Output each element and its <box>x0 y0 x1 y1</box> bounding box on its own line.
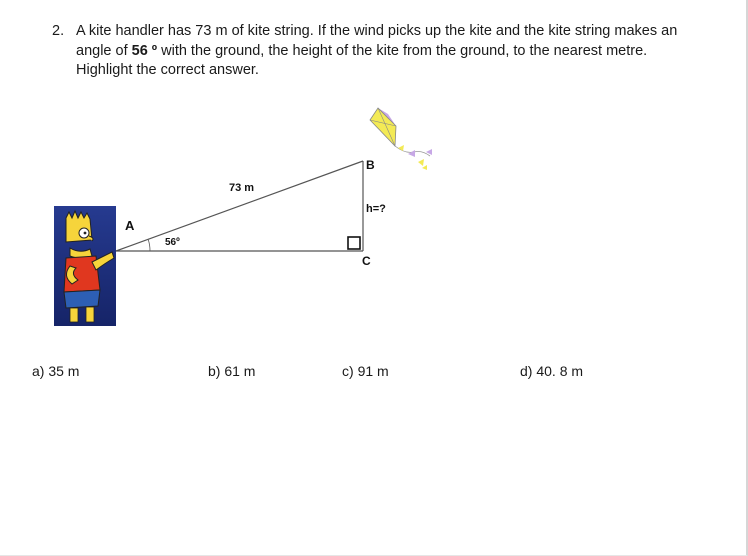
question-number: 2. <box>52 23 65 39</box>
vertex-a-label: A <box>125 218 135 233</box>
answer-b-letter: b) <box>208 363 221 379</box>
right-angle-marker <box>348 237 360 249</box>
bart-image <box>54 206 116 326</box>
question-angle: 56 º <box>131 42 158 59</box>
answer-b[interactable] <box>208 363 255 379</box>
answer-c[interactable] <box>342 363 389 379</box>
height-label: h=? <box>366 203 386 215</box>
answer-a[interactable] <box>32 363 79 379</box>
answer-d-text: 40. 8 m <box>536 363 584 379</box>
answer-b-text: 61 m <box>224 363 256 379</box>
answer-c-text: 91 m <box>357 363 389 379</box>
answer-d-letter: d) <box>520 363 533 379</box>
hypotenuse-line <box>116 161 363 251</box>
angle-arc <box>148 239 150 251</box>
angle-label: 56º <box>165 237 180 248</box>
vertex-b-label: B <box>366 158 375 172</box>
question-text-part1: A kite handler has 73 m of kite string. If the wind picks up the kite and the kite string makes an angle of <box>76 23 678 59</box>
hypotenuse-label: 73 m <box>229 182 255 194</box>
answer-a-letter: a) <box>32 363 45 379</box>
question-text-part2: with the ground, the height of the kite from the ground, to the nearest metre. <box>157 42 648 59</box>
right-triangle <box>116 161 363 251</box>
kite-icon <box>370 108 432 170</box>
vertex-c-label: C <box>362 254 371 268</box>
answer-d[interactable] <box>520 363 583 379</box>
answer-a-text: 35 m <box>48 363 80 379</box>
question-instruction: Highlight the correct answer. <box>76 62 259 78</box>
answer-c-letter: c) <box>342 363 354 379</box>
